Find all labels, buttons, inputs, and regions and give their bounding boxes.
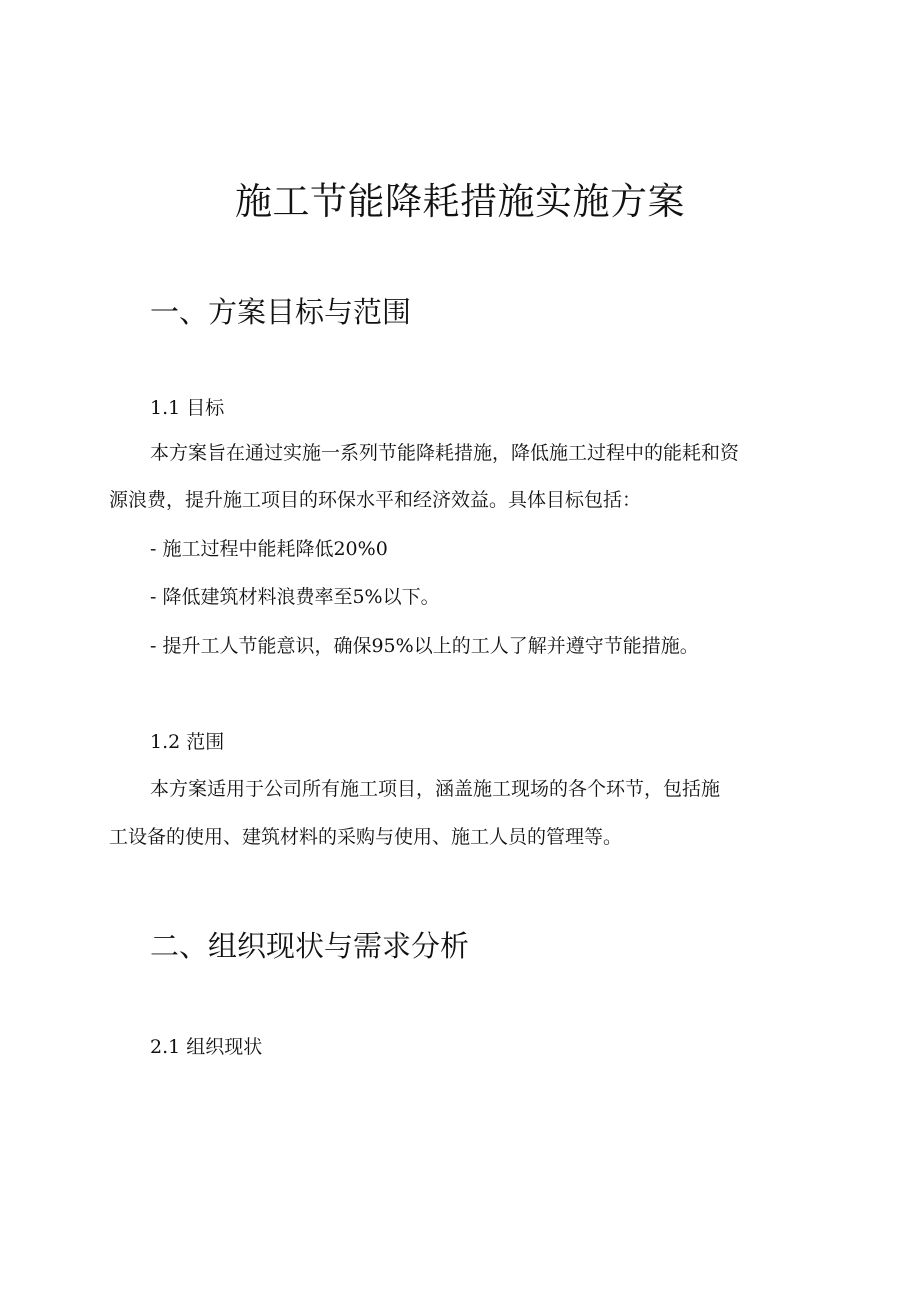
- section-heading-1: 一、方案目标与范围: [150, 295, 412, 329]
- subsection-heading-2-1: 2.1 组织现状: [150, 1036, 263, 1058]
- document-title: 施工节能降耗措施实施方案: [235, 180, 685, 223]
- bullet-item: - 降低建筑材料浪费率至5%以下。: [150, 586, 440, 608]
- subsection-heading-1-1: 1.1 目标: [150, 397, 225, 419]
- paragraph-line: 工设备的使用、建筑材料的采购与使用、施工人员的管理等。: [109, 826, 623, 848]
- paragraph-line: 本方案旨在通过实施一系列节能降耗措施，降低施工过程中的能耗和资: [150, 442, 740, 464]
- bullet-item: - 施工过程中能耗降低20%0: [150, 538, 388, 560]
- subsection-heading-1-2: 1.2 范围: [150, 731, 225, 753]
- paragraph-line: 源浪费，提升施工项目的环保水平和经济效益。具体目标包括：: [109, 489, 642, 511]
- section-heading-2: 二、组织现状与需求分析: [150, 929, 470, 963]
- paragraph-line: 本方案适用于公司所有施工项目，涵盖施工现场的各个环节，包括施: [150, 778, 721, 800]
- bullet-item: - 提升工人节能意识，确保95%以上的工人了解并遵守节能措施。: [150, 635, 699, 657]
